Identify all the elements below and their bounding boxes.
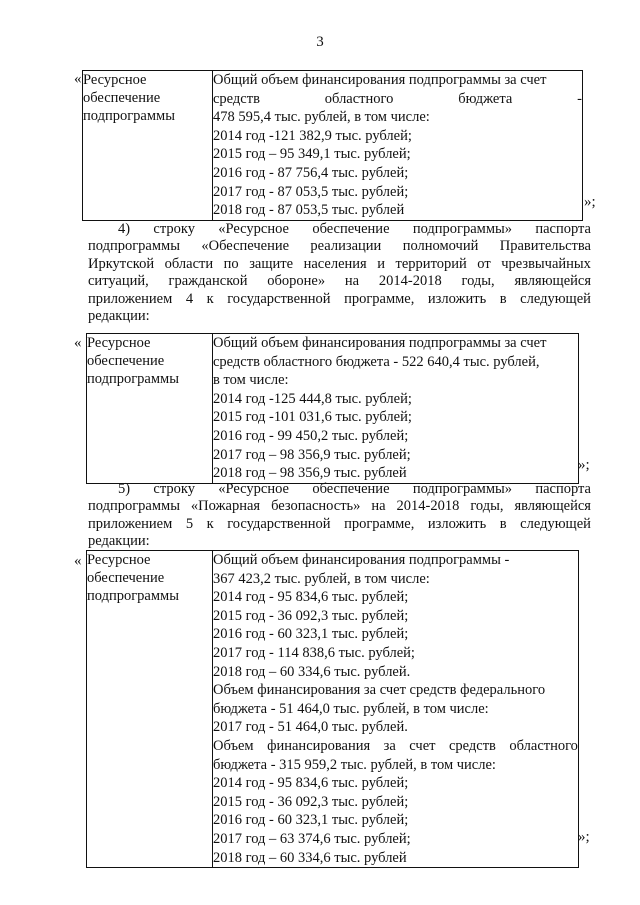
value-line: Объем финансирования за счет средств федерального xyxy=(213,682,546,699)
value-line: бюджета - 51 464,0 тыс. рублей, в том числе: xyxy=(213,700,489,717)
value-line: Общий объем финансирования подпрограммы за счет xyxy=(213,335,547,351)
word: строку xyxy=(153,221,195,237)
word: 5 xyxy=(185,515,194,532)
label-line: Ресурсное xyxy=(87,552,151,568)
word: реализации xyxy=(310,238,382,255)
value-line: 2016 год - 87 756,4 тыс. рублей; xyxy=(213,164,409,181)
value-line: средств областного бюджета - 522 640,4 тыс. рублей, xyxy=(213,353,540,370)
value-line: Общий объем финансирования подпрограммы - xyxy=(213,552,510,568)
value-line: 2015 год -101 031,6 тыс. рублей; xyxy=(213,409,412,426)
word: к xyxy=(206,515,214,532)
word: и xyxy=(377,255,385,272)
resource-table-1 xyxy=(82,70,583,221)
value-line: 478 595,4 тыс. рублей, в том числе: xyxy=(213,109,430,126)
word: средств xyxy=(448,737,496,754)
word: бюджета xyxy=(458,90,513,107)
word: подпрограммы xyxy=(88,238,180,255)
word: обеспечение xyxy=(312,221,390,237)
value-line: 2016 год - 99 450,2 тыс. рублей; xyxy=(213,427,409,444)
word: в xyxy=(499,515,507,532)
word: изложить xyxy=(427,290,487,307)
page-number: 3 xyxy=(316,34,324,50)
word: 2014-2018 xyxy=(396,498,460,515)
word: «Обеспечение xyxy=(201,238,290,255)
label-line: подпрограммы xyxy=(83,108,175,124)
paragraph-item-5 xyxy=(88,481,591,551)
word: области xyxy=(164,255,214,272)
word: к xyxy=(206,290,214,307)
word: населения xyxy=(303,255,367,272)
word: подпрограммы» xyxy=(412,221,513,237)
word: являющейся xyxy=(514,498,591,515)
word: по xyxy=(223,255,239,272)
paragraph-line xyxy=(88,256,591,273)
word: чрезвычайных xyxy=(501,255,591,272)
value-line: в том числе: xyxy=(213,372,289,389)
word: приложением xyxy=(88,290,173,307)
value-cell-3 xyxy=(213,551,579,868)
word: изложить xyxy=(427,515,487,532)
label-line: подпрограммы xyxy=(87,588,179,604)
paragraph-line xyxy=(88,238,591,255)
word: подпрограммы xyxy=(88,498,180,515)
word: приложением xyxy=(88,515,173,532)
word: государственной xyxy=(227,515,331,532)
word: гражданской xyxy=(168,273,248,290)
label-line: Ресурсное xyxy=(87,335,151,351)
word: от xyxy=(477,255,491,272)
word: подпрограммы» xyxy=(412,481,513,497)
word: территорий xyxy=(395,255,467,272)
value-line: 2016 год - 60 323,1 тыс. рублей; xyxy=(213,812,409,829)
label-line: подпрограммы xyxy=(87,371,179,387)
word: - xyxy=(577,90,582,107)
value-line: 2017 год - 51 464,0 тыс. рублей. xyxy=(213,719,408,736)
word: защите xyxy=(249,255,294,272)
word: программе, xyxy=(344,515,415,532)
paragraph-line xyxy=(88,291,591,308)
word: за xyxy=(383,737,396,754)
paragraph-line xyxy=(88,498,591,515)
value-line: 2014 год - 95 834,6 тыс. рублей; xyxy=(213,589,409,606)
value-line: 2018 год – 60 334,6 тыс. рублей. xyxy=(213,663,411,680)
word: счет xyxy=(409,737,436,754)
word: являющейся xyxy=(514,273,591,290)
paragraph-line xyxy=(88,221,591,238)
word: паспорта xyxy=(535,481,591,497)
value-line: 2015 год - 36 092,3 тыс. рублей; xyxy=(213,607,409,624)
label-line: Ресурсное xyxy=(83,72,147,88)
value-line: 2017 год – 98 356,9 тыс. рублей; xyxy=(213,446,411,463)
resource-table-2 xyxy=(86,333,579,484)
word: средств xyxy=(213,90,260,107)
word: программе, xyxy=(344,290,415,307)
word: безопасность» xyxy=(271,498,361,515)
quote-close-2: »; xyxy=(578,457,590,473)
label-line: обеспечение xyxy=(87,353,165,369)
word: годы, xyxy=(461,273,495,290)
value-line: 2018 год – 60 334,6 тыс. рублей xyxy=(213,849,407,866)
value-line: 2018 год - 87 053,5 тыс. рублей xyxy=(213,202,405,219)
word: на xyxy=(371,498,386,515)
word: полномочий xyxy=(402,238,479,255)
value-line: 2017 год - 87 053,5 тыс. рублей; xyxy=(213,183,409,200)
quote-open-1: « xyxy=(74,71,82,87)
word: областного xyxy=(324,90,394,107)
label-cell-2 xyxy=(87,334,213,484)
paragraph-line xyxy=(88,273,591,290)
value-line: 2018 год – 98 356,9 тыс. рублей xyxy=(213,465,407,482)
value-line: 2014 год -125 444,8 тыс. рублей; xyxy=(213,390,412,407)
value-cell-2 xyxy=(213,334,579,484)
paragraph-line xyxy=(88,481,591,498)
quote-close-1: »; xyxy=(584,194,596,210)
quote-open-2: « xyxy=(74,335,82,351)
word: Объем xyxy=(213,737,254,754)
resource-table-3 xyxy=(86,550,579,868)
paragraph-line xyxy=(88,516,591,533)
label-cell-1 xyxy=(83,71,213,221)
word: 2014-2018 xyxy=(378,273,442,290)
quote-open-3: « xyxy=(74,553,82,569)
word: годы, xyxy=(470,498,504,515)
value-line: Общий объем финансирования подпрограммы за счет xyxy=(213,72,547,88)
word: в xyxy=(499,290,507,307)
paragraph-item-4 xyxy=(88,221,591,325)
value-cell-1 xyxy=(213,71,583,221)
value-line xyxy=(213,90,582,109)
word: областного xyxy=(509,737,578,754)
value-line: 2015 год - 36 092,3 тыс. рублей; xyxy=(213,793,409,810)
word: 4 xyxy=(185,290,194,307)
word: паспорта xyxy=(535,221,591,237)
word: 4) xyxy=(118,221,131,237)
quote-close-3: »; xyxy=(578,829,590,845)
word: следующей xyxy=(520,290,591,307)
paragraph-line: редакции: xyxy=(88,533,150,550)
word: на xyxy=(344,273,360,290)
word: строку xyxy=(153,481,195,497)
label-line: обеспечение xyxy=(83,90,161,106)
paragraph-line: редакции: xyxy=(88,308,150,325)
word: Иркутской xyxy=(88,255,155,272)
word: «Пожарная xyxy=(190,498,261,515)
value-line xyxy=(213,737,578,756)
value-line: 2015 год – 95 349,1 тыс. рублей; xyxy=(213,146,411,163)
word: финансирования xyxy=(267,737,371,754)
value-line: 2014 год - 95 834,6 тыс. рублей; xyxy=(213,775,409,792)
word: Правительства xyxy=(499,238,591,255)
value-line: 2017 год – 63 374,6 тыс. рублей; xyxy=(213,830,411,847)
word: обеспечение xyxy=(312,481,390,497)
label-line: обеспечение xyxy=(87,570,165,586)
value-line: 367 423,2 тыс. рублей, в том числе: xyxy=(213,570,430,587)
value-line: бюджета - 315 959,2 тыс. рублей, в том числе: xyxy=(213,756,496,773)
word: 5) xyxy=(118,481,131,497)
word: государственной xyxy=(227,290,331,307)
word: обороне» xyxy=(267,273,326,290)
word: «Ресурсное xyxy=(218,481,289,497)
word: ситуаций, xyxy=(88,273,149,290)
value-line: 2016 год - 60 323,1 тыс. рублей; xyxy=(213,626,409,643)
word: «Ресурсное xyxy=(218,221,289,237)
word: следующей xyxy=(520,515,591,532)
value-line: 2017 год - 114 838,6 тыс. рублей; xyxy=(213,644,415,661)
label-cell-3 xyxy=(87,551,213,868)
value-line: 2014 год -121 382,9 тыс. рублей; xyxy=(213,127,412,144)
